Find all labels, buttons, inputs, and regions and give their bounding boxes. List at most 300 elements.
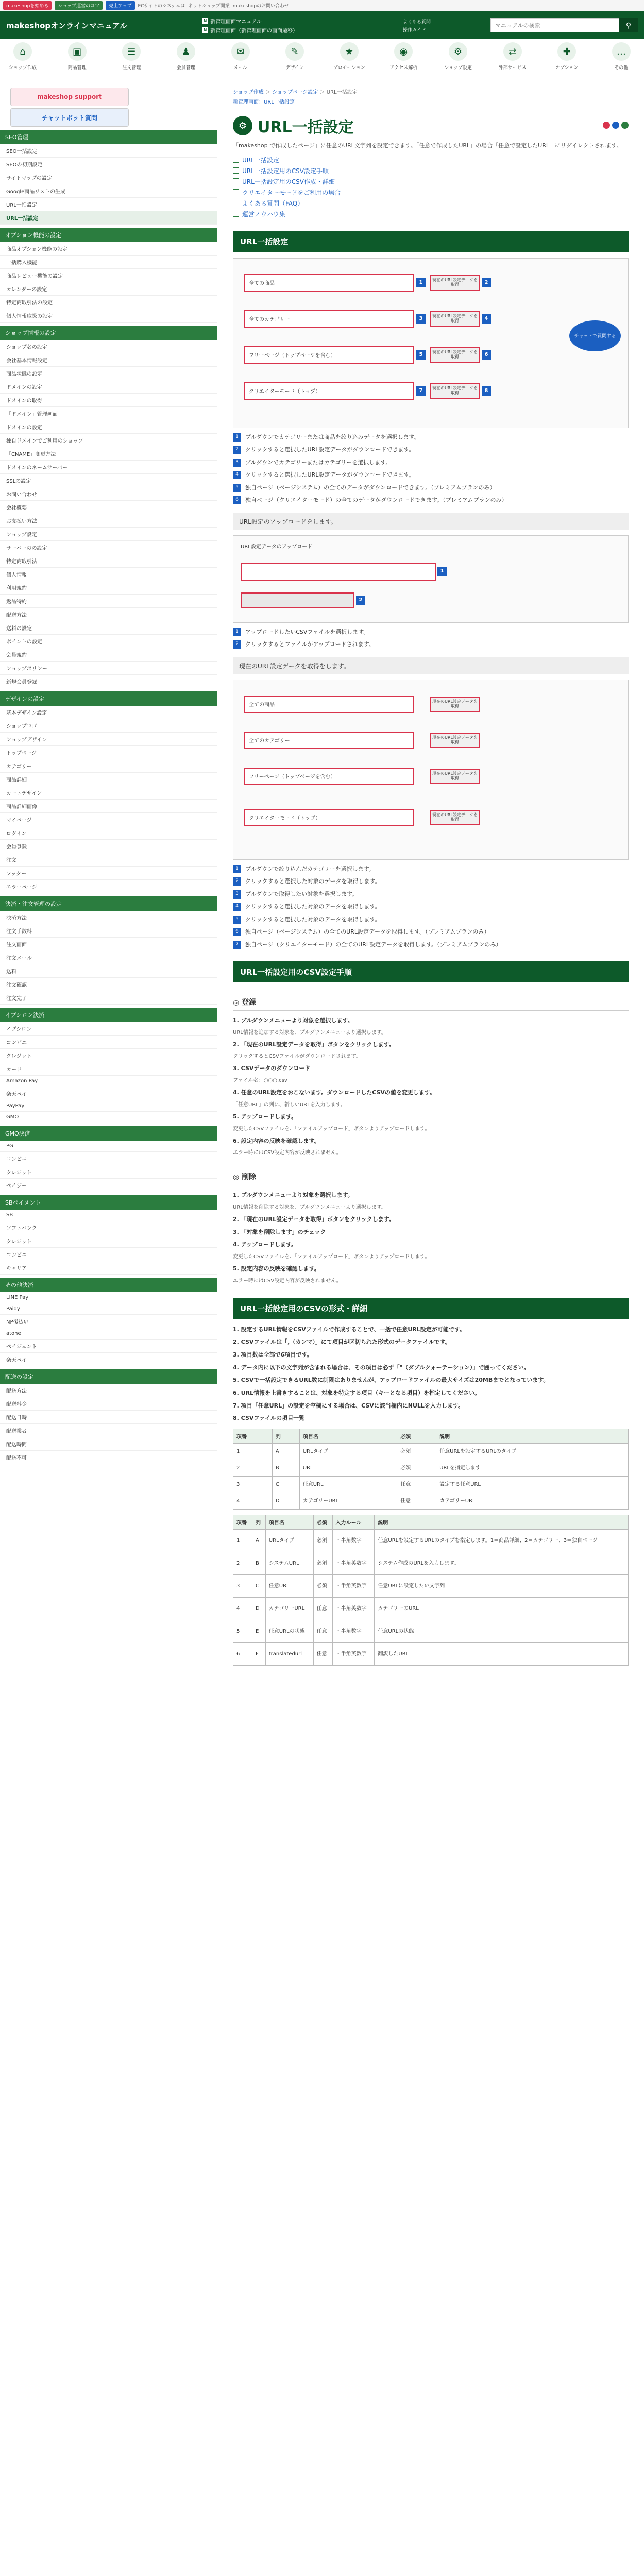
section-heading: URL一括設定用のCSVの形式・詳細	[233, 1298, 629, 1319]
nav-icon: ★	[340, 42, 359, 61]
table-header: 必須	[313, 1515, 332, 1530]
procedure-step	[233, 1112, 629, 1122]
sidebar-item[interactable]: SSLの設定	[0, 474, 217, 487]
step-text: クリックすると選択した対象のデータを取得します。	[245, 903, 381, 910]
sidebar-item[interactable]: サーバーのの設定	[0, 541, 217, 554]
spec-paragraph	[233, 1388, 629, 1398]
step-item	[233, 928, 629, 937]
sidebar-item[interactable]: SEO一括設定	[0, 144, 217, 158]
sidebar-item[interactable]: PG	[0, 1141, 217, 1152]
sidebar-item[interactable]: イプシロン	[0, 1022, 217, 1036]
search-button[interactable]	[619, 18, 638, 32]
sidebar-item[interactable]: PayPay	[0, 1100, 217, 1112]
step-number: 5	[233, 916, 241, 924]
table-cell: 5	[233, 1620, 252, 1643]
sidebar-item[interactable]: 商品詳細画像	[0, 800, 217, 813]
sidebar-item[interactable]: お問い合わせ	[0, 487, 217, 501]
step-number: 4	[233, 903, 241, 911]
sidebar-item[interactable]: 会社基本情報設定	[0, 353, 217, 367]
strip-link[interactable]: ネットショップ開業	[188, 4, 230, 9]
sidebar-item[interactable]: 利用規約	[0, 581, 217, 595]
strip-link[interactable]: ECサイトのシステムは	[138, 4, 185, 9]
procedure-detail: 変更したCSVファイルを、「ファイルアップロード」ボタンよりアップロードします。	[233, 1126, 430, 1132]
sidebar-item[interactable]: ペイジー	[0, 1179, 217, 1192]
toc-item[interactable]	[233, 210, 629, 218]
table-row	[233, 1477, 629, 1493]
sidebar-item[interactable]: トップページ	[0, 746, 217, 759]
strip-chip[interactable]: ショップ運営のコツ	[55, 1, 103, 10]
table-header: 列	[272, 1429, 299, 1444]
table-row	[233, 1460, 629, 1477]
get-data-button[interactable]: 現在のURL設定データを取得	[430, 311, 480, 327]
sidebar-group-head[interactable]: デザインの設定	[0, 691, 217, 706]
nav-item[interactable]	[4, 42, 41, 77]
search-input[interactable]	[490, 18, 619, 32]
sidebar-item[interactable]: 注文メール	[0, 951, 217, 964]
get-data-button[interactable]: 現在のURL設定データを取得	[430, 810, 480, 825]
table-cell: 任意	[313, 1598, 332, 1620]
sidebar-item[interactable]: 送料	[0, 964, 217, 978]
toc-item[interactable]	[233, 199, 629, 208]
sidebar-item[interactable]: 決済方法	[0, 911, 217, 924]
spec-paragraph	[233, 1414, 629, 1423]
subheading-register: ◎ 登録	[233, 994, 629, 1011]
spec-paragraph	[233, 1337, 629, 1347]
crumb-sub: 新管理画面：URL一括設定	[233, 99, 295, 105]
nav-label: 商品管理	[67, 65, 87, 71]
step-text: 独自ページ（ページシステム）の全てのデータがダウンロードできます。（プレミアムプランのみ）	[245, 484, 496, 491]
sidebar-item[interactable]: ドメインのネームサーバー	[0, 461, 217, 474]
sidebar-group-head[interactable]: イプシロン決済	[0, 1008, 217, 1022]
screenshot-get-data	[233, 680, 629, 860]
table-cell: ・半角数字	[332, 1530, 375, 1552]
table-row	[233, 1575, 629, 1598]
get-data-button[interactable]: 現在のURL設定データを取得	[430, 769, 480, 784]
step-text: プルダウンで絞り込んだカテゴリーを選択します。	[245, 865, 375, 872]
procedure-title: 1. プルダウンメニューより対象を選択します。	[233, 1017, 353, 1024]
table-cell: システムURL	[265, 1552, 313, 1575]
csv-table-summary	[233, 1429, 629, 1510]
table-row	[233, 1493, 629, 1510]
sidebar-item[interactable]: エラーページ	[0, 880, 217, 893]
sidebar-item[interactable]: 配送方法	[0, 608, 217, 621]
step-item	[233, 903, 629, 911]
faq-link[interactable]: よくある質問	[403, 19, 431, 25]
table-cell: 任意URL	[299, 1477, 397, 1493]
sidebar-item[interactable]: ポイントの設定	[0, 635, 217, 648]
toc-item[interactable]	[233, 177, 629, 186]
table-cell: 任意URLを設定するURLのタイプ	[436, 1444, 629, 1460]
sidebar-item[interactable]: ショップロゴ	[0, 719, 217, 733]
sidebar-item[interactable]: 配送料金	[0, 1397, 217, 1411]
sidebar-item[interactable]: 商品オプション機能の設定	[0, 242, 217, 256]
nav-item[interactable]	[276, 42, 313, 77]
chatbot-banner[interactable]: チャットボット質問	[10, 108, 129, 127]
toc-link[interactable]: URL一括設定	[242, 156, 279, 164]
table-cell: 必須	[313, 1575, 332, 1598]
sidebar-item[interactable]: 「ドメイン」管理画面	[0, 407, 217, 420]
step-item	[233, 459, 629, 467]
step-number: 1	[416, 278, 426, 287]
toc-item[interactable]	[233, 156, 629, 164]
table-header: 項目名	[265, 1515, 313, 1530]
sidebar	[0, 80, 217, 1681]
sidebar-item[interactable]: 会社概要	[0, 501, 217, 514]
section-heading: URL一括設定	[233, 231, 629, 252]
sidebar-item[interactable]: フッター	[0, 867, 217, 880]
step-number: 6	[233, 496, 241, 504]
table-cell: translatedurl	[265, 1643, 313, 1666]
step-number: 5	[416, 350, 426, 360]
breadcrumb-link[interactable]: ショップページ設定	[272, 90, 318, 95]
intro-text: 「makeshop で作成したページ」に任意のURL文字列を設定できます。「任意で作成したURL」の場合「任意で設定したURL」にリダイレクトされます。	[233, 142, 622, 149]
nav-label: メール	[233, 65, 247, 71]
get-data-button[interactable]: 現在のURL設定データを取得	[430, 697, 480, 712]
step-number: 5	[233, 484, 241, 492]
nav-item[interactable]	[603, 42, 640, 77]
subsection-heading: URL設定のアップロードをします。	[233, 513, 629, 530]
spec-title: 5. CSVで一括設定できるURL数に制限はありませんが、アップロードファイルの最大サイズは20MBまでとなっています。	[233, 1377, 549, 1384]
sidebar-item[interactable]: ショップ設定	[0, 528, 217, 541]
sidebar-item[interactable]: ショップ名の設定	[0, 340, 217, 353]
sidebar-item[interactable]: 配送不可	[0, 1451, 217, 1464]
toc-link[interactable]: よくある質問（FAQ）	[242, 199, 304, 207]
spec-title: 2. CSVファイルは「,（カンマ）」にて項目が区切られた形式のデータファイルです。	[233, 1338, 451, 1346]
toc-link[interactable]: URL一括設定用のCSV設定手順	[242, 167, 329, 175]
table-cell: F	[252, 1643, 265, 1666]
csv-table-detail	[233, 1515, 629, 1666]
procedure-step	[233, 1137, 629, 1146]
get-data-button[interactable]: 現在のURL設定データを取得	[430, 275, 480, 291]
toc-bullet-icon	[233, 211, 239, 217]
guide-link[interactable]: 操作ガイド	[403, 27, 426, 33]
table-cell: 1	[233, 1530, 252, 1552]
nav-label: ショップ設定	[444, 65, 472, 71]
table-row	[233, 1552, 629, 1575]
page-title: URL一括設定	[258, 118, 354, 137]
sidebar-group-head[interactable]: 決済・注文管理の設定	[0, 896, 217, 911]
sidebar-item[interactable]: 基本デザイン設定	[0, 706, 217, 719]
step-text: クリックすると選択したURL設定データがダウンロードできます。	[245, 471, 415, 479]
sidebar-group-head[interactable]: SBペイメント	[0, 1195, 217, 1210]
sidebar-item[interactable]: お支払い方法	[0, 514, 217, 528]
table-row	[233, 1620, 629, 1643]
nav-label: ショップ作成	[9, 65, 37, 71]
procedure-step	[233, 1016, 629, 1026]
subsection-heading: 現在のURL設定データを取得をします。	[233, 657, 629, 674]
sidebar-item[interactable]: 「CNAME」変更方法	[0, 447, 217, 461]
sidebar-item[interactable]: LINE Pay	[0, 1292, 217, 1303]
table-cell: 設定する任意URL	[436, 1477, 629, 1493]
step-item	[233, 433, 629, 442]
procedure-step	[233, 1040, 629, 1050]
procedure-step	[233, 1215, 629, 1225]
table-cell: 任意	[397, 1493, 436, 1510]
nav-item[interactable]	[439, 42, 477, 77]
sidebar-item[interactable]: 商品レビュー機能の設定	[0, 269, 217, 282]
sidebar-item[interactable]: ログイン	[0, 826, 217, 840]
procedure-detail: エラー時にはCSV設定内容が反映されません。	[233, 1150, 342, 1156]
toc-item[interactable]	[233, 166, 629, 175]
subheading-delete: ◎ 削除	[233, 1168, 629, 1185]
table-cell: 必須	[313, 1552, 332, 1575]
get-data-button[interactable]: 現在のURL設定データを取得	[430, 733, 480, 748]
shot-row: 全ての商品	[244, 274, 414, 292]
step-item	[233, 877, 629, 886]
table-row	[233, 1643, 629, 1666]
table-cell: 2	[233, 1460, 273, 1477]
nav-item[interactable]	[59, 42, 96, 77]
spec-title: 3. 項目数は全部で6項目です。	[233, 1351, 313, 1359]
new-icon: N	[202, 27, 208, 33]
sidebar-item[interactable]: 新規会員登録	[0, 675, 217, 688]
sidebar-item[interactable]: URL一括設定	[0, 198, 217, 211]
nav-item[interactable]	[113, 42, 150, 77]
table-cell: 任意URLの状態	[375, 1620, 629, 1643]
table-cell: ・半角英数字	[332, 1575, 375, 1598]
sidebar-item[interactable]: 注文手数料	[0, 924, 217, 938]
table-cell: ・半角数字	[332, 1620, 375, 1643]
table-cell: 必須	[313, 1530, 332, 1552]
table-cell: 任意URLの状態	[265, 1620, 313, 1643]
procedure-title: 5. アップロードします。	[233, 1113, 297, 1120]
sidebar-item[interactable]: 商品詳細	[0, 773, 217, 786]
get-data-button[interactable]: 現在のURL設定データを取得	[430, 383, 480, 399]
nav-label: オプション	[555, 65, 579, 71]
table-cell: URLタイプ	[265, 1530, 313, 1552]
top-strip	[0, 0, 644, 11]
sidebar-item[interactable]: 送料の設定	[0, 621, 217, 635]
toc-link[interactable]: URL一括設定用のCSV作成・詳細	[242, 178, 335, 185]
sidebar-item[interactable]: 独自ドメインでご利用のショップ	[0, 434, 217, 447]
nav-label: デザイン	[285, 65, 304, 71]
procedure-detail: エラー時にはCSV設定内容が反映されません。	[233, 1278, 342, 1284]
upload-button[interactable]	[241, 592, 354, 608]
sidebar-item[interactable]: ショップデザイン	[0, 733, 217, 746]
sidebar-item[interactable]: 楽天ペイ	[0, 1087, 217, 1100]
sidebar-group-head[interactable]: 配送の設定	[0, 1369, 217, 1384]
step-item	[233, 890, 629, 899]
sidebar-item[interactable]: 注文完了	[0, 991, 217, 1005]
file-select[interactable]	[241, 563, 436, 581]
sidebar-item[interactable]: コンビニ	[0, 1152, 217, 1165]
sidebar-item[interactable]: Google商品リストの生成	[0, 184, 217, 198]
table-row	[233, 1598, 629, 1620]
step-item	[233, 640, 629, 649]
search-icon: ⚲	[625, 21, 632, 29]
search-box	[490, 18, 638, 32]
sidebar-item[interactable]: コンビニ	[0, 1248, 217, 1261]
procedure-step	[233, 1064, 629, 1074]
sidebar-item[interactable]: カテゴリー	[0, 759, 217, 773]
share-icon[interactable]	[603, 122, 610, 129]
sidebar-item[interactable]: 注文	[0, 853, 217, 867]
nav-icon: ✉	[231, 42, 250, 61]
step-item	[233, 628, 629, 637]
share-icon[interactable]	[612, 122, 619, 129]
sidebar-item[interactable]: 配送業者	[0, 1424, 217, 1437]
procedure-title: 3. CSVデータのダウンロード	[233, 1065, 311, 1072]
table-cell: URLタイプ	[299, 1444, 397, 1460]
sidebar-item[interactable]: クレジット	[0, 1165, 217, 1179]
table-cell: カテゴリーURL	[265, 1598, 313, 1620]
table-cell: システム作成のURLを入力します。	[375, 1552, 629, 1575]
procedure-title: 4. アップロードします。	[233, 1241, 297, 1248]
nav-item[interactable]	[331, 42, 368, 77]
sidebar-item[interactable]: 一括購入機能	[0, 256, 217, 269]
sidebar-group-head[interactable]: SEO管理	[0, 130, 217, 144]
sidebar-item[interactable]: ドメインの取得	[0, 394, 217, 407]
table-header: 必須	[397, 1429, 436, 1444]
strip-chip[interactable]: makeshopを始める	[3, 1, 52, 10]
nav-item[interactable]	[548, 42, 585, 77]
table-cell: 3	[233, 1477, 273, 1493]
nav-item[interactable]	[494, 42, 531, 77]
nav-icon: ♟	[177, 42, 195, 61]
sidebar-item[interactable]: クレジット	[0, 1234, 217, 1248]
sidebar-group-head[interactable]: GMO決済	[0, 1126, 217, 1141]
sidebar-item[interactable]: ソフトバンク	[0, 1221, 217, 1234]
sidebar-item[interactable]: SEOの初期設定	[0, 158, 217, 171]
procedure-step	[233, 1191, 629, 1200]
sidebar-item[interactable]: 個人情報	[0, 568, 217, 581]
procedure-detail: クリックするとCSVファイルがダウンロードされます。	[233, 1054, 361, 1060]
spec-paragraph	[233, 1401, 629, 1411]
step-number: 6	[233, 928, 241, 936]
toc-bullet-icon	[233, 167, 239, 174]
sidebar-item[interactable]: 会員登録	[0, 840, 217, 853]
sidebar-item[interactable]: カード	[0, 1062, 217, 1076]
table-cell: E	[252, 1620, 265, 1643]
procedure-step	[233, 1264, 629, 1274]
step-number: 7	[233, 941, 241, 949]
step-text: 独自ページ（ページシステム）の全てのURL設定データを取得します。（プレミアムプランのみ）	[245, 928, 490, 936]
sidebar-item[interactable]: ドメインの設定	[0, 420, 217, 434]
sidebar-item[interactable]: 配送日時	[0, 1411, 217, 1424]
step-number: 3	[233, 459, 241, 467]
get-data-button[interactable]: 現在のURL設定データを取得	[430, 347, 480, 363]
strip-link[interactable]: makeshopのお問い合わせ	[232, 4, 290, 9]
chat-bubble[interactable]: チャットで質問する	[569, 320, 621, 351]
sidebar-item[interactable]: 会員規約	[0, 648, 217, 662]
support-banner[interactable]: makeshop support	[10, 88, 129, 106]
sidebar-group-head[interactable]: ショップ情報の設定	[0, 326, 217, 340]
sidebar-item[interactable]: 配送時間	[0, 1437, 217, 1451]
spec-title: 6. URL情報を上書きすることは、対象を特定する項目（キーとなる項目）を指定してください。	[233, 1389, 481, 1397]
nav-icon: ⚙	[449, 42, 467, 61]
screenshot-url-settings	[233, 258, 629, 428]
sidebar-item[interactable]: 注文画面	[0, 938, 217, 951]
step-number: 4	[233, 471, 241, 479]
icon-nav	[0, 39, 644, 80]
nav-label: プロモーション	[333, 65, 365, 71]
toc-item[interactable]	[233, 188, 629, 197]
table-cell: ・半角英数字	[332, 1598, 375, 1620]
sidebar-item[interactable]: Paidy	[0, 1303, 217, 1315]
sidebar-item[interactable]: カレンダーの設定	[0, 282, 217, 296]
table-header: 説明	[375, 1515, 629, 1530]
brand-title[interactable]: makeshopオンラインマニュアル	[6, 21, 128, 30]
header-link[interactable]: N 新管理画面（新管理画面の画面遷移）	[202, 26, 331, 34]
step-number: 2	[233, 877, 241, 886]
sidebar-item[interactable]: ショップポリシー	[0, 662, 217, 675]
nav-icon: ✎	[285, 42, 304, 61]
header-link[interactable]: N 新管理画面マニュアル	[202, 17, 331, 25]
sidebar-item[interactable]: 返品特約	[0, 595, 217, 608]
sidebar-item[interactable]: マイページ	[0, 813, 217, 826]
share-icon[interactable]	[621, 122, 629, 129]
nav-label: 注文管理	[122, 65, 141, 71]
sidebar-item[interactable]: 配送方法	[0, 1384, 217, 1397]
table-cell: D	[252, 1598, 265, 1620]
nav-icon: ⌂	[13, 42, 32, 61]
table-cell: URLを指定します	[436, 1460, 629, 1477]
sidebar-item[interactable]: URL一括設定	[0, 211, 217, 225]
table-cell: A	[272, 1444, 299, 1460]
table-cell: カテゴリーのURL	[375, 1598, 629, 1620]
sidebar-group-head[interactable]: オプション機能の設定	[0, 228, 217, 242]
table-cell: 任意	[397, 1477, 436, 1493]
table-of-contents	[233, 156, 629, 218]
sidebar-group-head[interactable]: その他決済	[0, 1278, 217, 1292]
nav-item[interactable]	[167, 42, 205, 77]
strip-chip[interactable]: 売上アップ	[106, 1, 134, 10]
sidebar-item[interactable]: ペイジェント	[0, 1340, 217, 1353]
sidebar-item[interactable]: ドメインの設定	[0, 380, 217, 394]
step-text: クリックするとファイルがアップロードされます。	[245, 641, 375, 648]
table-row	[233, 1444, 629, 1460]
procedure-title: 2. 「現在のURL設定データを取得」ボタンをクリックします。	[233, 1041, 395, 1048]
nav-item[interactable]	[385, 42, 422, 77]
sidebar-item[interactable]: 特定商取引法	[0, 554, 217, 568]
table-cell: カテゴリーURL	[299, 1493, 397, 1510]
toc-link[interactable]: クリエイターモードをご利用の場合	[242, 189, 341, 196]
step-number: 6	[482, 350, 491, 360]
toc-link[interactable]: 運営ノウハウ集	[242, 210, 286, 218]
sidebar-item[interactable]: キャリア	[0, 1261, 217, 1275]
sidebar-item[interactable]: 商品状態の設定	[0, 367, 217, 380]
sidebar-item[interactable]: GMO	[0, 1112, 217, 1123]
sidebar-item[interactable]: サイトマップの設定	[0, 171, 217, 184]
step-item	[233, 865, 629, 874]
sidebar-item[interactable]: atone	[0, 1328, 217, 1340]
breadcrumb-link[interactable]: ショップ作成	[233, 90, 264, 95]
table-cell: 4	[233, 1598, 252, 1620]
procedure-title: 5. 設定内容の反映を確認します。	[233, 1265, 320, 1272]
sidebar-item[interactable]: 注文確認	[0, 978, 217, 991]
sidebar-item[interactable]: NP後払い	[0, 1315, 217, 1328]
sidebar-item[interactable]: カートデザイン	[0, 786, 217, 800]
table-cell: 6	[233, 1643, 252, 1666]
procedure-detail: URL情報を追加する対象を、プルダウンメニューより選択します。	[233, 1029, 386, 1036]
sidebar-item[interactable]: クレジット	[0, 1049, 217, 1062]
sidebar-item[interactable]: Amazon Pay	[0, 1076, 217, 1087]
table-header: 項番	[233, 1429, 273, 1444]
sidebar-item[interactable]: SB	[0, 1210, 217, 1221]
sidebar-item[interactable]: 楽天ペイ	[0, 1353, 217, 1366]
toc-bullet-icon	[233, 189, 239, 195]
nav-icon: …	[612, 42, 631, 61]
sidebar-item[interactable]: 特定商取引法の設定	[0, 296, 217, 309]
table-header: 列	[252, 1515, 265, 1530]
nav-item[interactable]	[222, 42, 259, 77]
sidebar-item[interactable]: 個人情報取扱の設定	[0, 309, 217, 323]
procedure-title: 6. 設定内容の反映を確認します。	[233, 1137, 320, 1144]
procedure-detail: 「任意URL」の列に、新しいURLを入力します。	[233, 1101, 346, 1108]
spec-title: 8. CSVファイルの項目一覧	[233, 1415, 305, 1422]
step-item	[233, 446, 629, 454]
sidebar-item[interactable]: コンビニ	[0, 1036, 217, 1049]
